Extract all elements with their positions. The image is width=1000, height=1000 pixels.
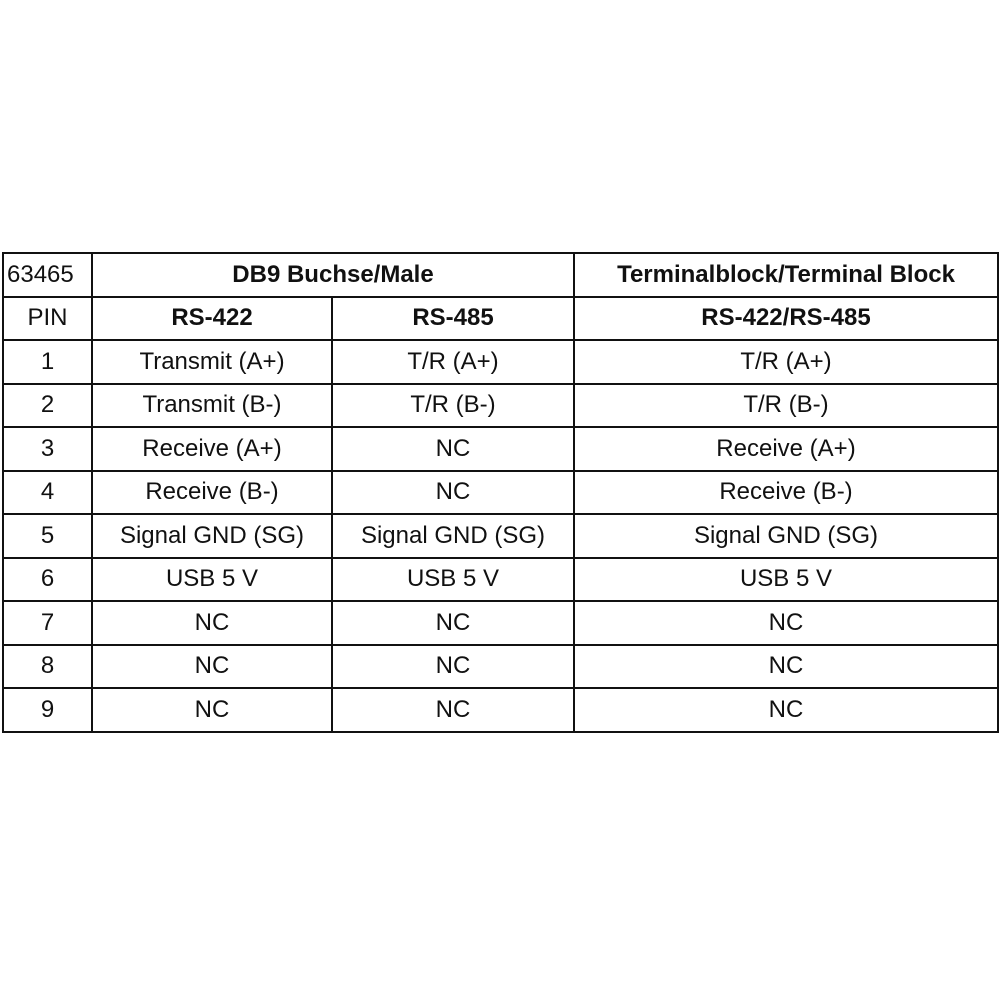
rs422-cell: Receive (A+) [92,427,332,471]
rs485-cell: NC [332,645,574,689]
terminal-cell: Receive (B-) [574,471,998,515]
rs485-cell: NC [332,471,574,515]
terminal-cell: USB 5 V [574,558,998,602]
table-row [3,340,998,384]
group-header-db9: DB9 Buchse/Male [92,253,574,297]
pinout-table-body [3,253,998,732]
rs485-cell: Signal GND (SG) [332,514,574,558]
column-header-pin: PIN [3,297,92,341]
group-header-terminal: Terminalblock/Terminal Block [574,253,998,297]
terminal-cell: NC [574,601,998,645]
terminal-cell: T/R (B-) [574,384,998,428]
table-row [3,688,998,732]
table-row [3,558,998,602]
column-header-rs485: RS-485 [332,297,574,341]
table-row [3,471,998,515]
terminal-cell: T/R (A+) [574,340,998,384]
rs422-cell: Transmit (B-) [92,384,332,428]
table-row [3,645,998,689]
pin-number: 6 [3,558,92,602]
table-row [3,601,998,645]
rs422-cell: NC [92,688,332,732]
terminal-cell: Receive (A+) [574,427,998,471]
rs422-cell: Receive (B-) [92,471,332,515]
pin-number: 1 [3,340,92,384]
pin-number: 7 [3,601,92,645]
part-number: 63465 [3,253,92,297]
column-header-rs422: RS-422 [92,297,332,341]
rs422-cell: Signal GND (SG) [92,514,332,558]
rs422-cell: NC [92,601,332,645]
rs485-cell: USB 5 V [332,558,574,602]
pin-number: 5 [3,514,92,558]
pin-number: 9 [3,688,92,732]
table-row [3,514,998,558]
pinout-table [2,252,999,733]
rs422-cell: NC [92,645,332,689]
group-header-row [3,253,998,297]
table-row [3,384,998,428]
terminal-cell: Signal GND (SG) [574,514,998,558]
rs485-cell: NC [332,688,574,732]
pin-number: 3 [3,427,92,471]
table-row [3,427,998,471]
rs485-cell: NC [332,601,574,645]
pin-number: 8 [3,645,92,689]
pin-number: 2 [3,384,92,428]
terminal-cell: NC [574,645,998,689]
pin-number: 4 [3,471,92,515]
rs485-cell: NC [332,427,574,471]
rs422-cell: Transmit (A+) [92,340,332,384]
rs485-cell: T/R (B-) [332,384,574,428]
rs422-cell: USB 5 V [92,558,332,602]
rs485-cell: T/R (A+) [332,340,574,384]
column-header-terminal: RS-422/RS-485 [574,297,998,341]
terminal-cell: NC [574,688,998,732]
column-header-row [3,297,998,341]
